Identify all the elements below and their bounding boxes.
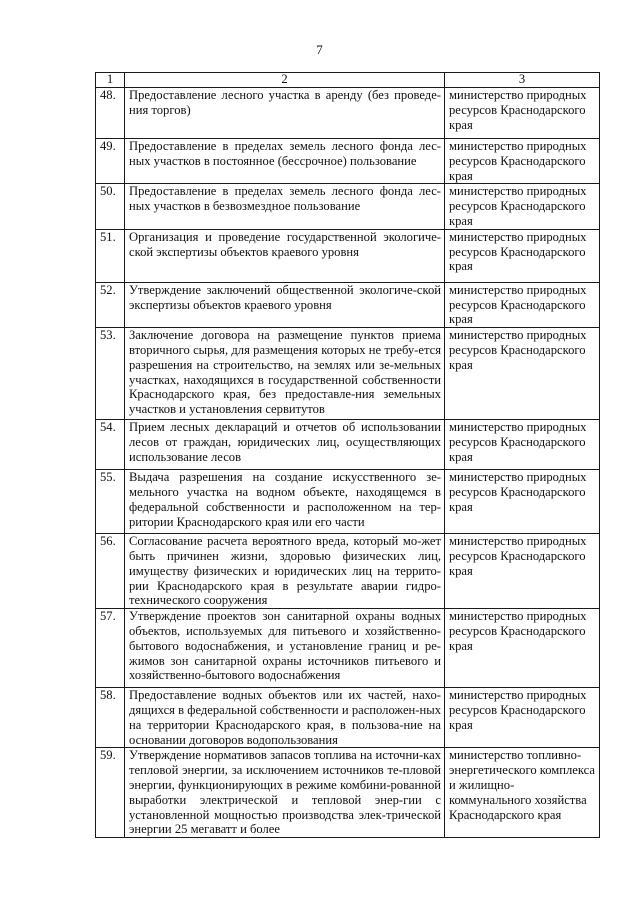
service-name: Заключение договора на размещение пунктов приема вторичного сырья, для размещения которых не требу-ется разрешения на строительство, на землях или зе-мельных участках, находящихся в государственной собственности Краснодарского края, без предоставле-ния земельных участков и установления сервитутов [125, 328, 445, 420]
service-name: Предоставление лесного участка в аренду (без проведе-ния торгов) [125, 88, 445, 139]
row-number: 57. [96, 609, 125, 688]
responsible-authority: министерство природных ресурсов Краснодарского края [445, 609, 600, 688]
row-number: 48. [96, 88, 125, 139]
table-row [96, 420, 600, 470]
responsible-authority: министерство природных ресурсов Краснодарского края [445, 88, 600, 139]
service-name: Согласование расчета вероятного вреда, который мо-жет быть причинен жизни, здоровью физических лиц, имуществу физических и юридических лиц на террито-рии Краснодарского края в результате аварии гидро-технического сооружения [125, 534, 445, 609]
column-header-service: 2 [125, 73, 445, 88]
service-name: Предоставление водных объектов или их частей, нахо-дящихся в федеральной собственности и расположен-ных на территории Краснодарского края, в пользова-ние на основании договоров водопользования [125, 688, 445, 748]
row-number: 58. [96, 688, 125, 748]
responsible-authority: министерство природных ресурсов Краснодарского края [445, 139, 600, 184]
responsible-authority: министерство природных ресурсов Краснодарского края [445, 470, 600, 534]
table-row [96, 748, 600, 838]
responsible-authority: министерство природных ресурсов Краснодарского края [445, 282, 600, 327]
service-name: Предоставление в пределах земель лесного фонда лес-ных участков в постоянное (бессрочное) пользование [125, 139, 445, 184]
responsible-authority: министерство природных ресурсов Краснодарского края [445, 184, 600, 229]
row-number: 55. [96, 470, 125, 534]
row-number: 50. [96, 184, 125, 229]
service-name: Утверждение проектов зон санитарной охраны водных объектов, используемых для питьевого и хозяйственно-бытового водоснабжения, и установление границ и ре-жимов зон санитарной охраны источников питьевого и хозяйственно-бытового водоснабжения [125, 609, 445, 688]
table-header-row [96, 73, 600, 88]
responsible-authority: министерство природных ресурсов Краснодарского края [445, 534, 600, 609]
services-table [95, 72, 600, 838]
service-name: Утверждение заключений общественной экологиче-ской экспертизы объектов краевого уровня [125, 282, 445, 327]
service-name: Прием лесных деклараций и отчетов об использовании лесов от граждан, юридических лиц, осуществляющих использование лесов [125, 420, 445, 470]
table-row [96, 282, 600, 327]
service-name: Предоставление в пределах земель лесного фонда лес-ных участков в безвозмездное пользование [125, 184, 445, 229]
table-row [96, 534, 600, 609]
responsible-authority: министерство природных ресурсов Краснодарского края [445, 229, 600, 282]
table-row [96, 88, 600, 139]
responsible-authority: министерство природных ресурсов Краснодарского края [445, 688, 600, 748]
service-name: Организация и проведение государственной экологиче-ской экспертизы объектов краевого уровня [125, 229, 445, 282]
service-name: Утверждение нормативов запасов топлива на источни-ках тепловой энергии, за исключением источников те-пловой энергии, функционирующих в режиме комбини-рованной выработки электрической и тепловой энер-гии с установленной мощностью производства элек-трической энергии 25 мегаватт и более [125, 748, 445, 838]
table-row [96, 688, 600, 748]
responsible-authority: министерство природных ресурсов Краснодарского края [445, 328, 600, 420]
responsible-authority: министерство топливно-энергетического комплекса и жилищно-коммунального хозяйства Краснодарского края [445, 748, 600, 838]
row-number: 54. [96, 420, 125, 470]
row-number: 59. [96, 748, 125, 838]
service-name: Выдача разрешения на создание искусственного зе-мельного участка на водном объекте, находящемся в федеральной собственности и расположенном на тер-ритории Краснодарского края или его части [125, 470, 445, 534]
table-row [96, 609, 600, 688]
row-number: 52. [96, 282, 125, 327]
row-number: 53. [96, 328, 125, 420]
table-row [96, 184, 600, 229]
row-number: 49. [96, 139, 125, 184]
column-header-authority: 3 [445, 73, 600, 88]
table-row [96, 328, 600, 420]
column-header-number: 1 [96, 73, 125, 88]
page-number: 7 [316, 42, 323, 57]
row-number: 56. [96, 534, 125, 609]
table-row [96, 470, 600, 534]
table-row [96, 139, 600, 184]
table-row [96, 229, 600, 282]
row-number: 51. [96, 229, 125, 282]
responsible-authority: министерство природных ресурсов Краснодарского края [445, 420, 600, 470]
